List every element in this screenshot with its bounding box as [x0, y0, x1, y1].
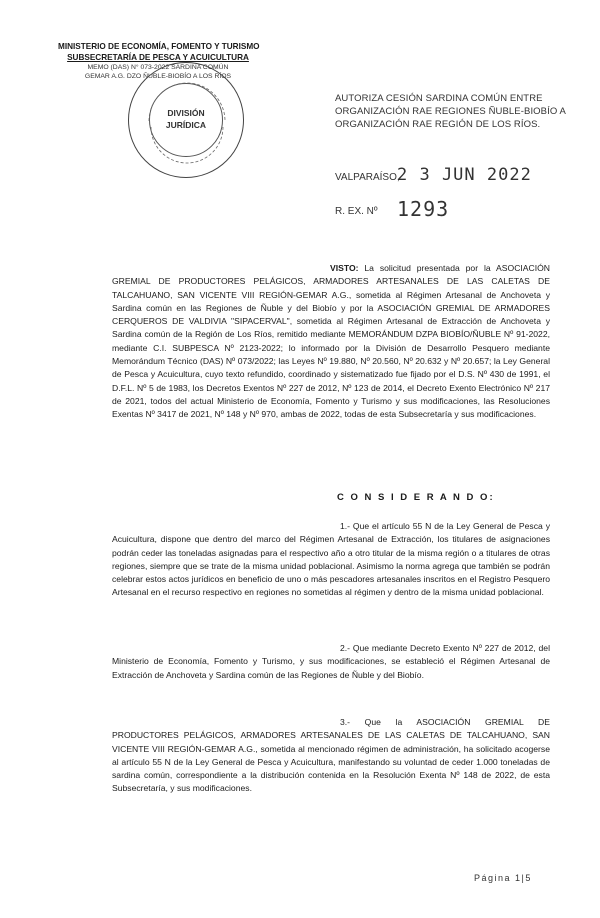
stamp-center-text: [129, 107, 243, 131]
considerando-item-1: [112, 520, 550, 600]
page-number: Página 1|5: [474, 873, 532, 883]
date-stamp-value: 2 3 JUN 2022: [397, 165, 532, 185]
division-juridica-stamp: [128, 62, 244, 178]
considerando-paragraph: 1.- Que el artículo 55 N de la Ley General de Pesca y Acuicultura, dispone que dentro del marco del Régimen Artesanal de Extracción, los titulares de asignaciones podrán ceder las toneladas asignadas para el respectivo año a otro titular de la misma región o a titulares de otras regiones, siempre que se trate de la misma unidad poblacional. Asimismo la norma agrega que también se podrán celebrar estos actos jurídicos en beneficio de uno o más pescadores artesanales inscritos en el Registro Pesquero Artesanal en el recurso respectivo en regiones no sometidas al régimen y dentro de la misma unidad poblacional.: [112, 521, 550, 598]
considerando-heading: C O N S I D E R A N D O:: [337, 492, 495, 503]
visto-label: VISTO:: [330, 263, 359, 273]
rex-number: 1293: [397, 197, 450, 221]
memo-reference-1: MEMO (DAS) N° 073-2022 SARDINA COMÚN: [87, 64, 229, 71]
resolution-number-line: [335, 197, 450, 221]
stamp-line-1: DIVISIÓN: [167, 108, 205, 118]
date-line: [335, 165, 532, 185]
considerando-item-3: [112, 716, 550, 796]
stamp-line-2: JURÍDICA: [165, 120, 207, 130]
resolution-title: AUTORIZA CESIÓN SARDINA COMÚN ENTRE ORGANIZACIÓN RAE REGIONES ÑUBLE-BIOBÍO A ORGANIZACIÓN RAE REGIÓN DE LOS RÍOS.: [335, 93, 566, 130]
visto-section: [112, 262, 550, 422]
considerando-paragraph: 3.- Que la ASOCIACIÓN GREMIAL DE PRODUCTORES PELÁGICOS, ARMADORES ARTESANALES DE LAS CALETAS DE TALCAHUANO, SAN VICENTE VIII REGIÓN-GEMAR A.G., sometida al mencionado régimen de administración, ha solicitado acogerse al artículo 55 N de la Ley General de Pesca y Acuicultura, manifestando su voluntad de ceder 1.000 toneladas de sardina común, correspondiente a la distribución contenida en la Resolución Exenta Nº 148 de 2022, de esta Subsecretaría, y sus modificaciones.: [112, 717, 550, 794]
subsecretariat-name: SUBSECRETARÍA DE PESCA Y ACUICULTURA: [67, 52, 249, 62]
considerando-item-2: [112, 642, 550, 682]
ministry-name: MINISTERIO DE ECONOMÍA, FOMENTO Y TURISMO: [58, 42, 260, 51]
visto-paragraph: [112, 262, 550, 422]
visto-text: La solicitud presentada por la ASOCIACIÓN GREMIAL DE PRODUCTORES PELÁGICOS, ARMADORES ARTESANALES DE LAS CALETAS DE TALCAHUANO, SAN VICENTE VIII REGIÓN-GEMAR A.G., sometida al Régimen Artesanal de Anchoveta y Sardina común en las Regiones de Ñuble y del Biobío y por la ASOCIACIÓN GREMIAL DE ARMADORES CERQUEROS DE VALDIVIA "SIPACERVAL", sometida al Régimen Artesanal de Extracción de Anchoveta y Sardina común de la Región de Los Ríos, remitido mediante MEMORÁNDUM DZPA BIOBÍO/ÑUBLE Nº 91-2022, mediante C.I. SUBPESCA Nº 2123-2022; lo informado por la División de Desarrollo Pesquero mediante Memorándum Técnico (DAS) Nº 073/2022; las Leyes Nº 19.880, Nº 20.560, Nº 20.632 y Nº 20.657; la Ley General de Pesca y Acuicultura, cuyo texto refundido, coordinado y sistematizado fue fijado por el D.S. Nº 430 de 1991, el D.F.L. Nº 5 de 1983, los Decretos Exentos Nº 227 de 2012, Nº 123 de 2014, el Decreto Exento Electrónico Nº 217 de 2021, todos del actual Ministerio de Economía, Fomento y Turismo y sus modificaciones, las Resoluciones Exentas Nº 3417 de 2021, Nº 148 y Nº 970, ambas de 2022, todas de esta Subsecretaría y sus modificaciones.: [112, 263, 551, 420]
considerando-paragraph: 2.- Que mediante Decreto Exento Nº 227 de 2012, del Ministerio de Economía, Fomento y Turismo, y sus modificaciones, se estableció el Régimen Artesanal de Extracción de Anchoveta y Sardina común de las Regiones de Ñuble y del Biobío.: [112, 643, 550, 680]
memo-reference-2: GEMAR A.G. DZO ÑUBLE-BIOBÍO A LOS RÍOS: [84, 73, 232, 80]
rex-label: R. EX. Nº: [335, 206, 378, 217]
date-label: VALPARAÍSO,: [335, 172, 400, 183]
